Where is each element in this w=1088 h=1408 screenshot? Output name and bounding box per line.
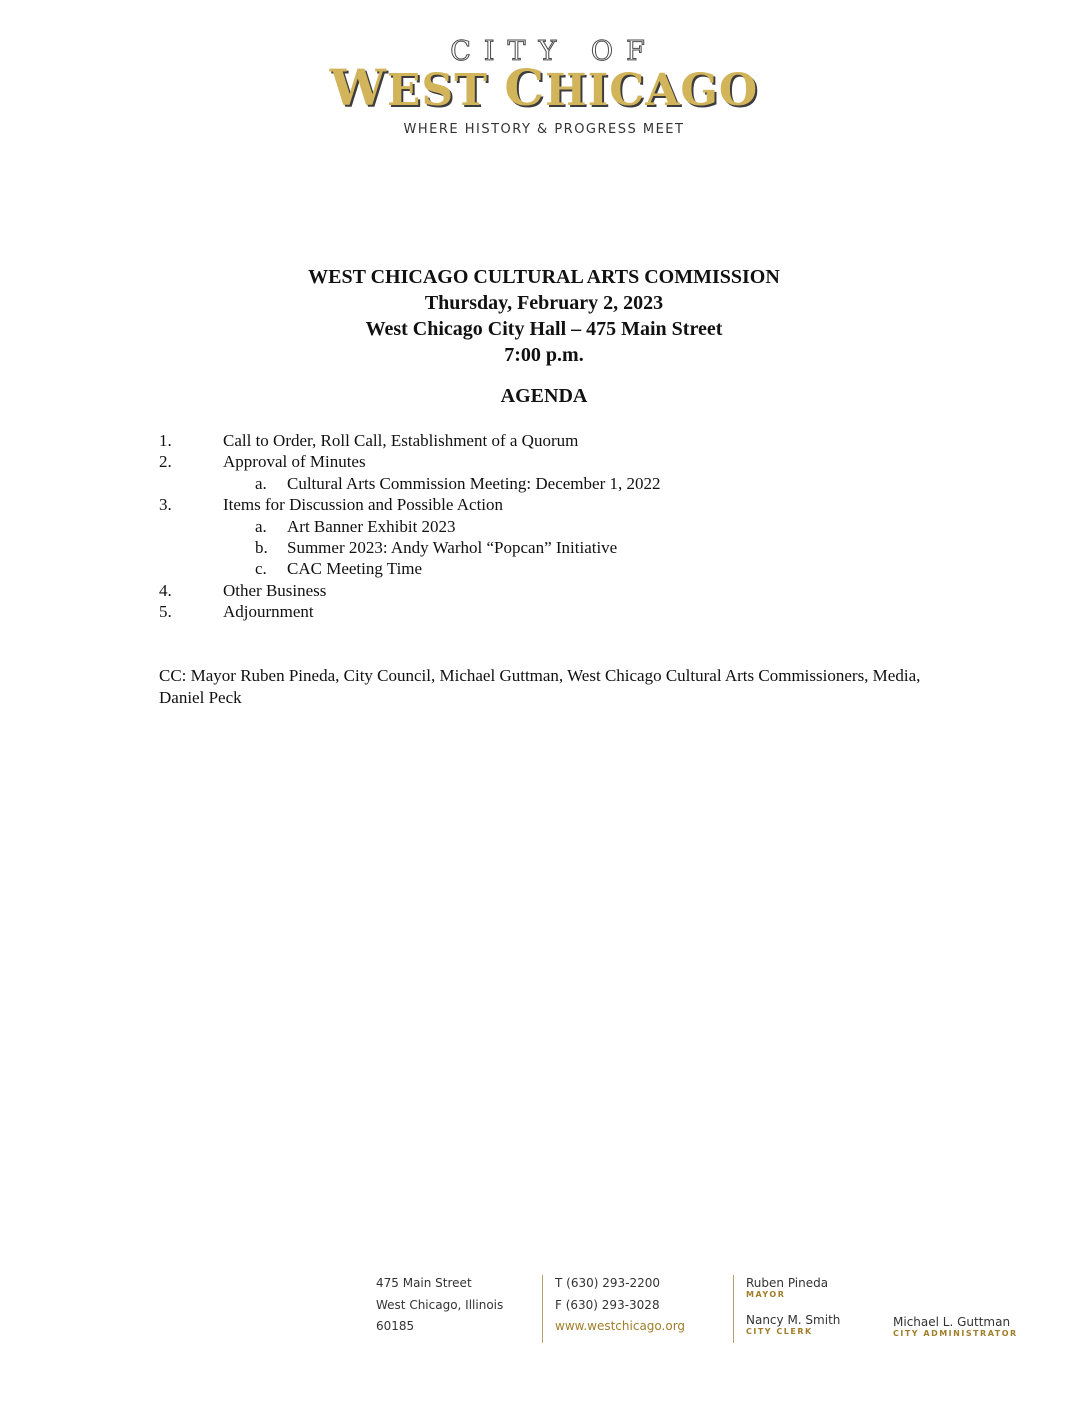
clerk-name: Nancy M. Smith [746, 1313, 841, 1327]
administrator-role: CITY ADMINISTRATOR [893, 1329, 1018, 1338]
item-number: 4. [159, 580, 172, 600]
agenda-item [0, 451, 1088, 472]
agenda-subitem [0, 473, 1088, 494]
commission-name: WEST CHICAGO CULTURAL ARTS COMMISSION [308, 266, 780, 288]
fax-number: F (630) 293-3028 [555, 1297, 660, 1312]
mayor-block [746, 1276, 828, 1300]
logo-tagline: WHERE HISTORY & PROGRESS MEET [403, 122, 685, 137]
subitem-text: Cultural Arts Commission Meeting: December 1, 2022 [287, 473, 661, 493]
address-city: West Chicago, Illinois [376, 1297, 504, 1312]
address-street: 475 Main Street [376, 1276, 472, 1290]
subitem-letter: a. [255, 473, 267, 493]
footer-divider [542, 1275, 543, 1343]
meeting-location: West Chicago City Hall – 475 Main Street [365, 318, 723, 340]
subitem-letter: c. [255, 559, 267, 579]
meeting-heading [0, 264, 1088, 368]
meeting-time: 7:00 p.m. [504, 344, 584, 366]
administrator-block [893, 1315, 1018, 1339]
meeting-date: Thursday, February 2, 2023 [424, 292, 664, 314]
website-link[interactable]: www.westchicago.org [555, 1319, 686, 1333]
subitem-text: Art Banner Exhibit 2023 [287, 516, 456, 536]
clerk-block [746, 1313, 840, 1337]
agenda-item [0, 430, 1088, 451]
agenda-item [0, 601, 1088, 622]
subitem-letter: a. [255, 516, 267, 536]
logo-west-chicago [0, 58, 1088, 117]
administrator-name: Michael L. Guttman [893, 1315, 1011, 1329]
item-number: 1. [159, 431, 172, 450]
clerk-role: CITY CLERK [746, 1327, 813, 1336]
cc-recipients: CC: Mayor Ruben Pineda, City Council, Michael Guttman, West Chicago Cultural Arts Commissioners, Media, Daniel Peck [159, 666, 921, 707]
item-number: 3. [159, 495, 172, 515]
logo-letter-w: W [329, 58, 387, 117]
item-text: Items for Discussion and Possible Action [223, 495, 504, 515]
item-text: Call to Order, Roll Call, Establishment of a Quorum [223, 431, 579, 450]
agenda-subitem [0, 537, 1088, 558]
subitem-letter: b. [255, 537, 268, 557]
item-number: 5. [159, 602, 172, 622]
mayor-role: MAYOR [746, 1290, 786, 1299]
item-number: 2. [159, 452, 172, 472]
footer-address [376, 1273, 503, 1338]
item-text: Approval of Minutes [223, 452, 366, 472]
agenda-item [0, 580, 1088, 601]
item-text: Other Business [223, 580, 327, 600]
agenda-list [0, 430, 1088, 623]
footer-divider [733, 1275, 734, 1343]
subitem-text: CAC Meeting Time [287, 559, 423, 579]
address-zip: 60185 [376, 1319, 415, 1333]
phone-number: T (630) 293-2200 [555, 1276, 660, 1290]
logo-word-hicago: HICAGO [545, 65, 759, 116]
agenda-subitem [0, 558, 1088, 579]
logo-word-est: EST [386, 65, 505, 116]
logo-city-of: CITY OF [450, 36, 658, 67]
subitem-text: Summer 2023: Andy Warhol “Popcan” Initiative [287, 537, 618, 557]
footer-contact [555, 1273, 685, 1338]
agenda-item [0, 494, 1088, 515]
item-text: Adjournment [223, 602, 314, 622]
mayor-name: Ruben Pineda [746, 1276, 829, 1290]
agenda-subitem [0, 516, 1088, 537]
logo-letter-c: C [504, 58, 546, 117]
agenda-title: AGENDA [500, 385, 588, 407]
